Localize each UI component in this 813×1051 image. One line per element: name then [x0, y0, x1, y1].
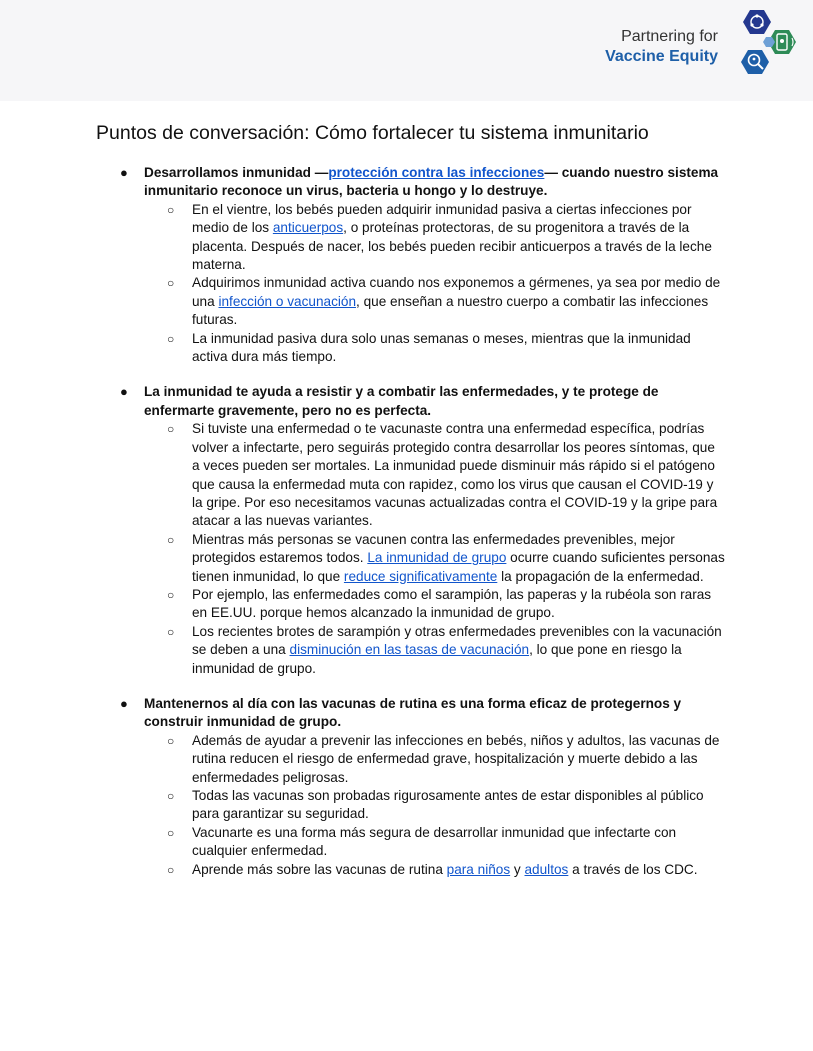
circle-bullet-icon: ○ [167, 825, 175, 840]
talking-points [120, 164, 725, 896]
link-inmunidad-grupo[interactable]: La inmunidad de grupo [367, 550, 507, 566]
people-network-icon [743, 10, 771, 34]
link-anticuerpos[interactable]: anticuerpos [272, 220, 344, 236]
circle-bullet-icon: ○ [167, 202, 175, 217]
sub-point: ○ Adquirimos inmunidad activa cuando nos exponemos a gérmenes, ya sea por medio de una infección o vacunación, que enseñan a nuestro cuerpo a combatir las infecciones futuras. [167, 275, 721, 328]
circle-bullet-icon: ○ [167, 422, 175, 437]
search-people-icon [741, 50, 769, 74]
link-disminucion-tasas[interactable]: disminución en las tasas de vacunación [289, 642, 530, 658]
link-infeccion-vacunacion[interactable]: infección o vacunación [218, 293, 357, 309]
brand-line2: Vaccine Equity [605, 48, 718, 65]
link-adultos[interactable]: adultos [524, 861, 569, 877]
point-heading: Desarrollamos inmunidad —protección contra las infecciones— cuando nuestro sistema inmunitario reconoce un virus, bacteria u hongo y lo destruye. [144, 165, 719, 199]
circle-bullet-icon: ○ [167, 733, 175, 748]
sub-point: ○ Además de ayudar a prevenir las infecciones en bebés, niños y adultos, las vacunas de rutina reducen el riesgo de enfermedad grave, hospitalización y muerte debido a las enfermedades peligrosas. [167, 732, 720, 785]
page-title: Puntos de conversación: Cómo fortalecer tu sistema inmunitario [96, 122, 649, 144]
sub-point: ○ Si tuviste una enfermedad o te vacunaste contra una enfermedad específica, podrías volver a infectarte, pero seguirás protegido contra desarrollar los peores síntomas, que a veces pueden ser mortales. La inmunidad puede disminuir más rápido si el patógeno que causa la enfermedad muta con rapidez, como los virus que causan el COVID-19 y la gripe. Por eso necesitamos vacunas actualizadas contra el COVID-19 y la gripe para atacar a las nuevas variantes. [167, 421, 718, 529]
sub-point: ○ Los recientes brotes de sarampión y otras enfermedades prevenibles con la vacunación se deben a una disminución en las tasas de vacunación, lo que pone en riesgo la inmunidad de grupo. [167, 623, 722, 676]
point-heading: La inmunidad te ayuda a resistir y a combatir las enfermedades, y te protege de enfermarte gravemente, pero no es perfecta. [144, 384, 659, 418]
bullet-icon: ● [120, 695, 128, 711]
circle-bullet-icon: ○ [167, 331, 175, 346]
link-proteccion[interactable]: protección contra las infecciones [328, 165, 545, 180]
link-para-ninos[interactable]: para niños [446, 861, 511, 877]
point-heading: Mantenernos al día con las vacunas de rutina es una forma eficaz de protegernos y construir inmunidad de grupo. [144, 695, 682, 730]
bullet-icon: ● [120, 384, 128, 400]
sub-point: ○ Por ejemplo, las enfermedades como el sarampión, las paperas y la rubéola son raras en EE.UU. porque hemos alcanzado la inmunidad de grupo. [167, 586, 712, 621]
sub-point: ○ Vacunarte es una forma más segura de desarrollar inmunidad que infectarte con cualquier enfermedad. [167, 824, 677, 859]
sub-point: ○ En el vientre, los bebés pueden adquirir inmunidad pasiva a ciertas infecciones por medio de los anticuerpos, o proteínas protectoras, de su progenitora a través de la placenta. Después de nacer, los bebés pueden recibir anticuerpos a través de la leche materna. [167, 201, 712, 273]
circle-bullet-icon: ○ [167, 532, 175, 547]
brand-text [605, 27, 718, 67]
sub-point: ○ Todas las vacunas son probadas rigurosamente antes de estar disponibles al público para garantizar su seguridad. [167, 788, 704, 822]
circle-bullet-icon: ○ [167, 587, 175, 602]
circle-bullet-icon: ○ [167, 276, 175, 291]
circle-bullet-icon: ○ [167, 862, 175, 877]
talking-point [120, 695, 725, 879]
partnering-logo [724, 8, 804, 88]
circle-bullet-icon: ○ [167, 789, 175, 803]
bullet-icon: ● [120, 165, 128, 180]
circle-bullet-icon: ○ [167, 624, 175, 639]
sub-point: ○ Mientras más personas se vacunen contra las enfermedades prevenibles, mejor protegidos estaremos todos. La inmunidad de grupo ocurre cuando suficientes personas tienen inmunidad, lo que reduce significativamente la propagación de la enfermedad. [167, 531, 725, 584]
sub-point: ○ Aprende más sobre las vacunas de rutina para niños y adultos a través de los CDC. [144, 861, 725, 879]
brand-line1: Partnering for [621, 28, 718, 45]
talking-point [120, 164, 725, 366]
link-reduce-significativamente[interactable]: reduce significativamente [343, 568, 498, 584]
sub-point: ○ La inmunidad pasiva dura solo unas semanas o meses, mientras que la inmunidad activa dura más tiempo. [167, 330, 691, 365]
talking-point [120, 383, 725, 678]
